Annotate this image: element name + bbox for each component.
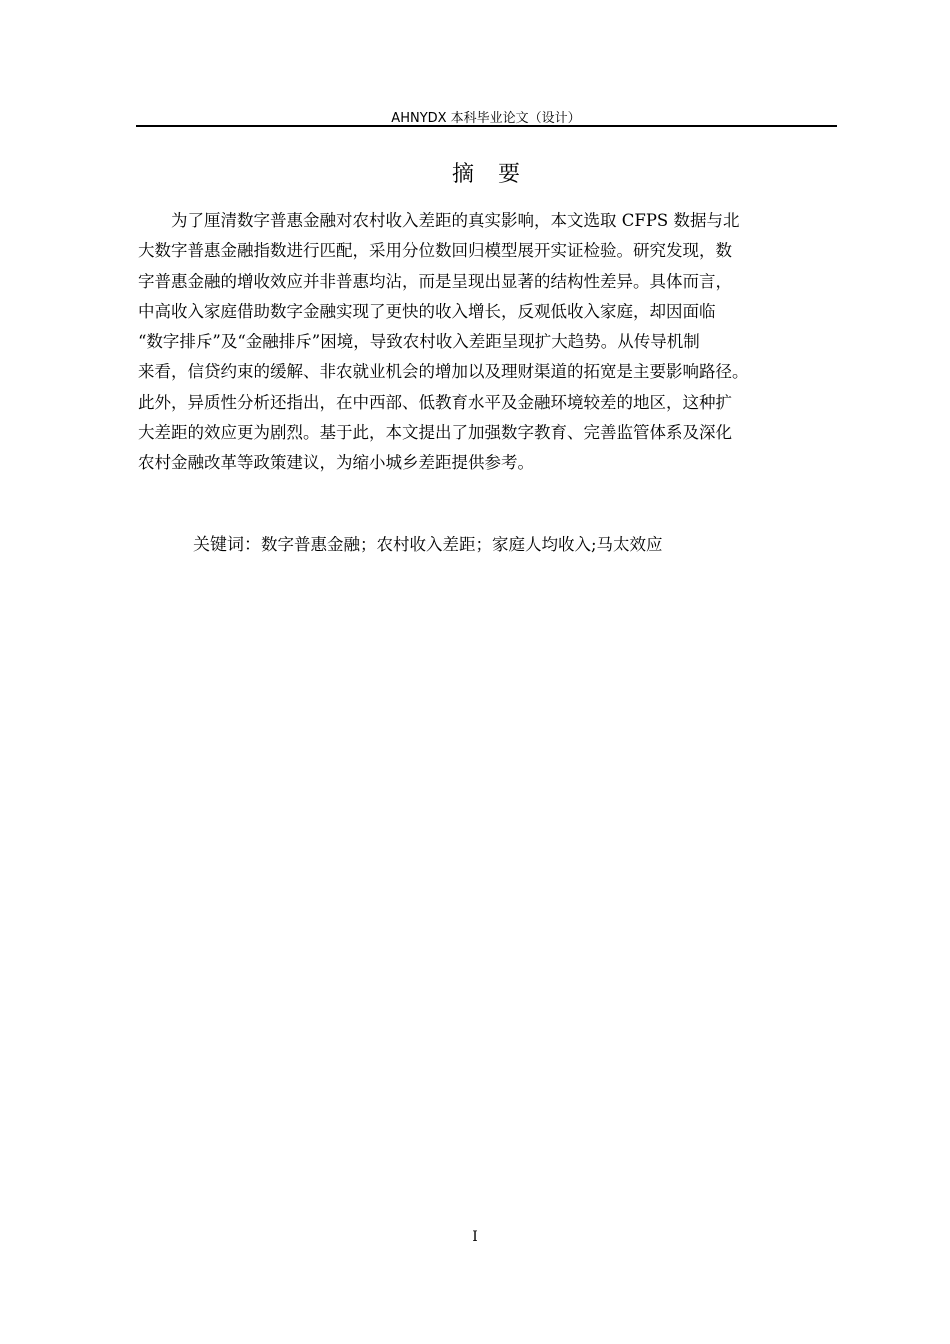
abstract-line: 中高收入家庭借助数字金融实现了更快的收入增长，反观低收入家庭，却因面临 xyxy=(138,301,716,321)
abstract-body xyxy=(138,206,858,479)
abstract-line: 大差距的效应更为剧烈。基于此，本文提出了加强数字教育、完善监管体系及深化 xyxy=(138,423,732,443)
abstract-line: 此外，异质性分析还指出，在中西部、低教育水平及金融环境较差的地区，这种扩 xyxy=(138,392,732,412)
abstract-line: 农村金融改革等政策建议，为缩小城乡差距提供参考。 xyxy=(138,453,534,473)
abstract-line: 大数字普惠金融指数进行匹配，采用分位数回归模型展开实证检验。研究发现，数 xyxy=(138,241,732,261)
abstract-line: 为了厘清数字普惠金融对农村收入差距的真实影响，本文选取 CFPS 数据与北 xyxy=(138,211,740,230)
abstract-line: 来看，信贷约束的缓解、非农就业机会的增加以及理财渠道的拓宽是主要影响路径。 xyxy=(138,362,749,382)
abstract-line: “数字排斥”及“金融排斥”困境，导致农村收入差距呈现扩大趋势。从传导机制 xyxy=(138,332,700,352)
keywords-label: 关键词： xyxy=(193,535,261,555)
running-header: AHNYDX 本科毕业论文（设计） xyxy=(391,111,581,126)
header-rule xyxy=(136,125,837,127)
keywords-value: 数字普惠金融；农村收入差距；家庭人均收入;马太效应 xyxy=(261,535,663,554)
page-number: I xyxy=(472,1229,478,1245)
keywords xyxy=(193,530,663,560)
abstract-title: 摘要 xyxy=(451,162,544,187)
abstract-line: 字普惠金融的增收效应并非普惠均沾，而是呈现出显著的结构性差异。具体而言， xyxy=(138,271,732,291)
